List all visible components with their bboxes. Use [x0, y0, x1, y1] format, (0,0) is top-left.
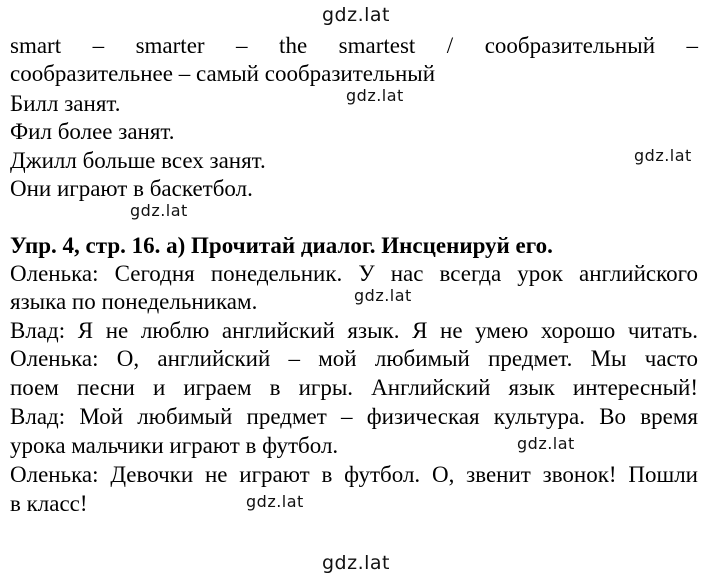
text-line: Оленька: О, английский – мой любимый предмет. Мы часто — [10, 346, 698, 371]
watermark: gdz.lat — [322, 552, 391, 574]
watermark: gdz.lat — [517, 434, 575, 453]
watermark: gdz.lat — [354, 286, 412, 305]
text-line: Фил более занят. — [10, 119, 175, 144]
text-line: урока мальчики играют в футбол. — [10, 433, 339, 458]
watermark: gdz.lat — [130, 201, 188, 220]
text-line: поем песни и играем в игры. Английский язык интересный! — [10, 375, 698, 400]
text-line: сообразительнее – самый сообразительный — [10, 61, 436, 86]
text-line: smart – smarter – the smartest / сообразительный – — [10, 33, 698, 58]
text-line: Оленька: Девочки не играют в футбол. О, звенит звонок! Пошли — [10, 462, 698, 487]
watermark: gdz.lat — [246, 492, 304, 511]
text-line: Они играют в баскетбол. — [10, 176, 253, 201]
text-line: Влад: Я не люблю английский язык. Я не умею хорошо читать. — [10, 318, 698, 343]
text-line: Оленька: Сегодня понедельник. У нас всегда урок английского — [10, 261, 698, 286]
text-line: Билл занят. — [10, 91, 121, 116]
watermark: gdz.lat — [346, 86, 404, 105]
text-line: языка по понедельникам. — [10, 289, 258, 314]
text-line: Влад: Мой любимый предмет – физическая культура. Во время — [10, 404, 698, 429]
watermark: gdz.lat — [322, 4, 391, 26]
exercise-heading: Упр. 4, стр. 16. а) Прочитай диалог. Инсценируй его. — [10, 233, 553, 258]
text-line: в класс! — [10, 491, 88, 516]
text-line: Джилл больше всех занят. — [10, 148, 266, 173]
watermark: gdz.lat — [634, 146, 692, 165]
